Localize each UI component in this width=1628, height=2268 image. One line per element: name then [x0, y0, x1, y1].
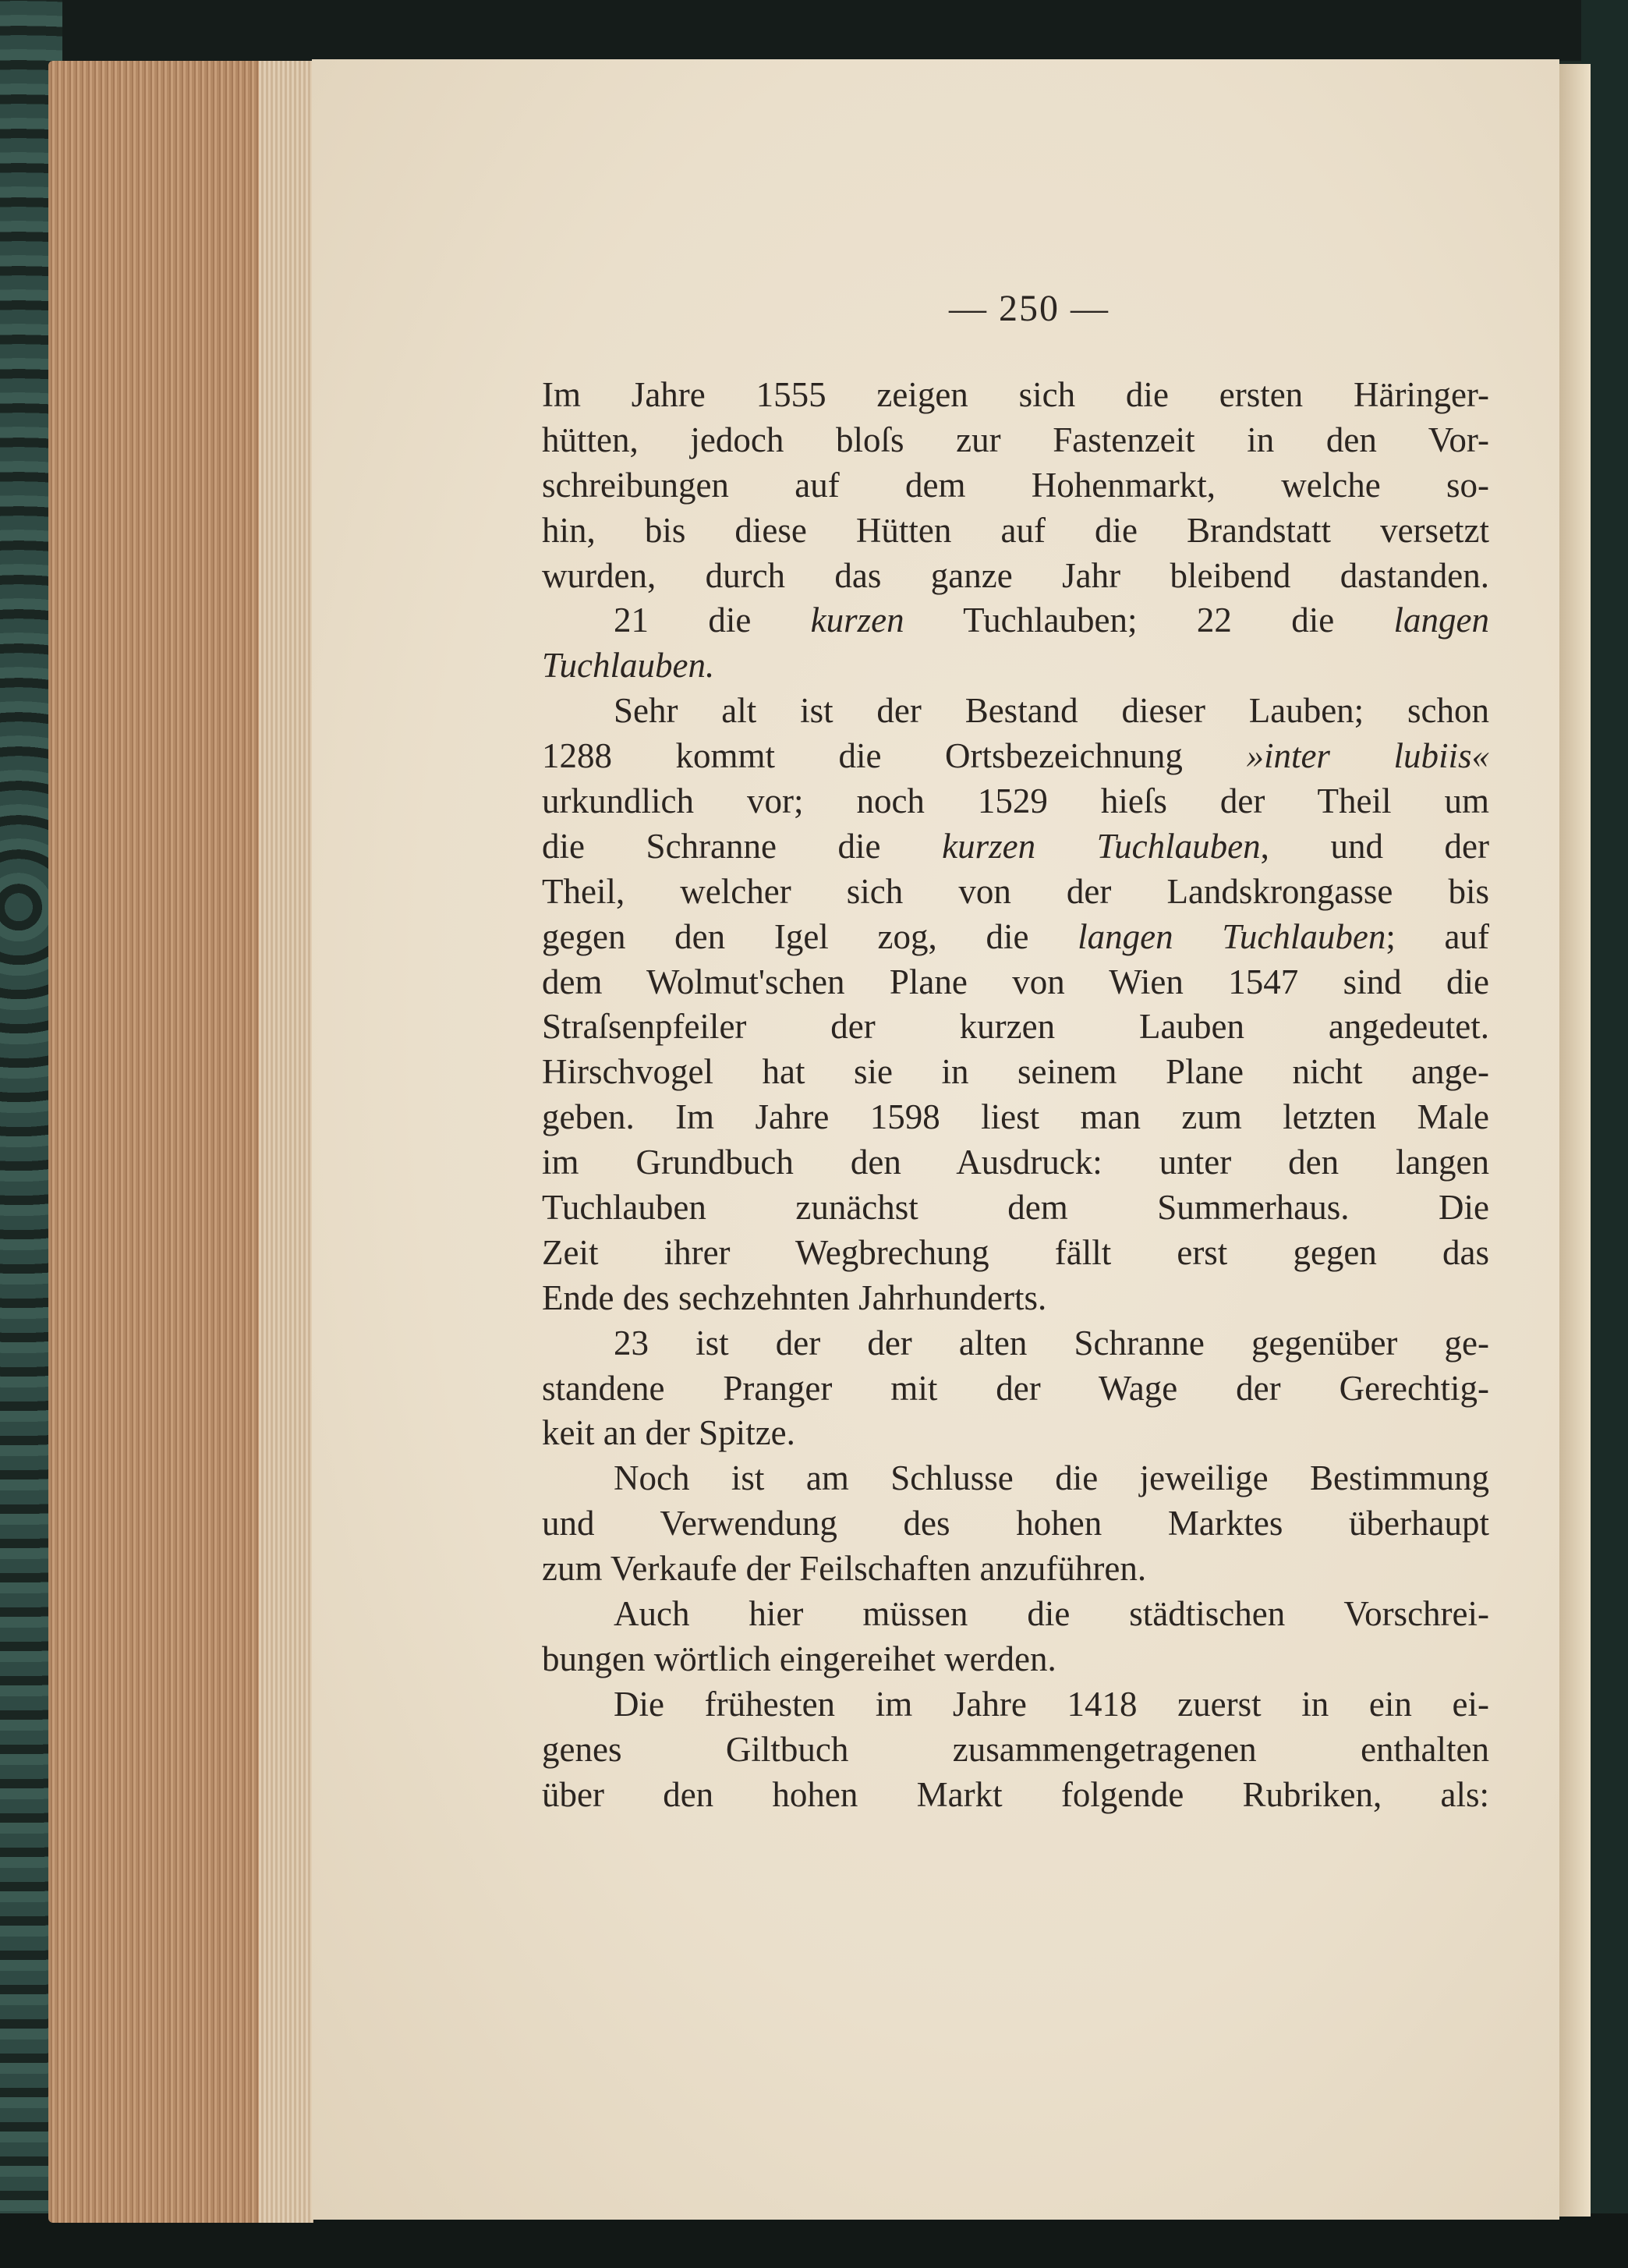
- text-line: [542, 1366, 1489, 1412]
- text-line: [542, 418, 1489, 463]
- text-line: [542, 915, 1489, 960]
- text-segment: , und der: [1260, 826, 1489, 866]
- text-segment: Hirschvogel hat sie in seinem Plane nicht ange-: [542, 1052, 1489, 1092]
- italic-text: kurzen Tuchlauben: [942, 826, 1261, 866]
- text-line: [542, 1682, 1489, 1728]
- text-line: [542, 1411, 1489, 1456]
- text-line: [542, 1456, 1489, 1501]
- text-segment: hütten, jedoch bloſs zur Fastenzeit in den Vor-: [542, 420, 1489, 459]
- italic-text: langen Tuchlauben: [1078, 916, 1386, 956]
- text-segment: Straſsenpfeiler der kurzen Lauben angedeutet.: [542, 1007, 1489, 1047]
- text-segment: 23 ist der der alten Schranne gegenüber ge-: [614, 1323, 1489, 1363]
- text-line: [542, 643, 1489, 689]
- text-line: [542, 554, 1489, 599]
- text-line: [542, 689, 1489, 734]
- text-line: [542, 1501, 1489, 1547]
- text-line: [542, 509, 1489, 554]
- text-segment: urkundlich vor; noch 1529 hieſs der Theil um: [542, 781, 1489, 821]
- text-line: [542, 1095, 1489, 1140]
- text-line: [542, 1728, 1489, 1773]
- text-line: [542, 1276, 1489, 1321]
- text-segment: Im Jahre 1555 zeigen sich die ersten Häringer-: [542, 375, 1489, 414]
- text-segment: 21 die: [614, 601, 811, 640]
- page-number: — 250 —: [949, 288, 1110, 329]
- text-line: [542, 1231, 1489, 1276]
- text-segment: und Verwendung des hohen Marktes überhaupt: [542, 1504, 1489, 1543]
- text-segment: Ende des sechzehnten Jahrhunderts.: [542, 1278, 1047, 1317]
- text-line: [542, 1547, 1489, 1592]
- body-text: [542, 373, 1489, 1818]
- text-segment: die Schranne die: [542, 826, 943, 866]
- page-stack-edge: [48, 61, 313, 2223]
- italic-text: Tuchlauben.: [542, 646, 715, 686]
- text-line: [542, 373, 1489, 418]
- text-segment: im Grundbuch den Ausdruck: unter den langen: [542, 1143, 1489, 1182]
- text-segment: Tuchlauben zunächst dem Summerhaus. Die: [542, 1188, 1489, 1228]
- text-segment: keit an der Spitze.: [542, 1413, 795, 1453]
- italic-text: langen: [1393, 601, 1489, 640]
- text-segment: schreibungen auf dem Hohenmarkt, welche so-: [542, 465, 1489, 505]
- text-line: [542, 1321, 1489, 1366]
- text-segment: Sehr alt ist der Bestand dieser Lauben; schon: [614, 691, 1489, 731]
- text-segment: wurden, durch das ganze Jahr bleibend dastanden.: [542, 555, 1489, 595]
- facing-page-edge: [1559, 64, 1591, 2217]
- text-line: [542, 779, 1489, 824]
- text-line: [542, 463, 1489, 509]
- text-line: [542, 1773, 1489, 1818]
- text-line: [542, 1637, 1489, 1682]
- text-segment: Theil, welcher sich von der Landskrongasse bis: [542, 871, 1489, 911]
- italic-text: kurzen: [810, 601, 904, 640]
- text-segment: bungen wörtlich eingereihet werden.: [542, 1639, 1056, 1678]
- text-segment: gegen den Igel zog, die: [542, 916, 1078, 956]
- text-line: [542, 870, 1489, 915]
- text-segment: Die frühesten im Jahre 1418 zuerst in ein ei-: [614, 1684, 1489, 1724]
- text-segment: ; auf: [1386, 916, 1489, 956]
- text-segment: dem Wolmut'schen Plane von Wien 1547 sind die: [542, 962, 1489, 1001]
- text-segment: standene Pranger mit der Wage der Gerechtig-: [542, 1368, 1489, 1408]
- text-line: [542, 734, 1489, 779]
- text-segment: 1288 kommt die Ortsbezeichnung: [542, 736, 1247, 776]
- text-line: [542, 1005, 1489, 1050]
- text-segment: genes Giltbuch zusammengetragenen enthalten: [542, 1729, 1489, 1769]
- text-line: [542, 598, 1489, 643]
- text-line: [542, 1140, 1489, 1185]
- text-line: [542, 824, 1489, 870]
- text-segment: zum Verkaufe der Feilschaften anzuführen.: [542, 1549, 1147, 1589]
- text-segment: über den hohen Markt folgende Rubriken, als:: [542, 1774, 1489, 1814]
- text-line: [542, 1592, 1489, 1637]
- text-segment: geben. Im Jahre 1598 liest man zum letzten Male: [542, 1097, 1489, 1137]
- italic-text: »inter lubiis«: [1246, 736, 1489, 776]
- text-segment: Noch ist am Schlusse die jeweilige Bestimmung: [614, 1458, 1489, 1498]
- scan-background-top: [0, 0, 1628, 61]
- text-line: [542, 960, 1489, 1005]
- text-line: [542, 1185, 1489, 1231]
- text-segment: hin, bis diese Hütten auf die Brandstatt versetzt: [542, 510, 1489, 550]
- text-segment: Zeit ihrer Wegbrechung fällt erst gegen das: [542, 1232, 1489, 1272]
- text-segment: Tuchlauben; 22 die: [904, 601, 1394, 640]
- text-line: [542, 1050, 1489, 1095]
- text-segment: Auch hier müssen die städtischen Vorschrei-: [614, 1594, 1489, 1634]
